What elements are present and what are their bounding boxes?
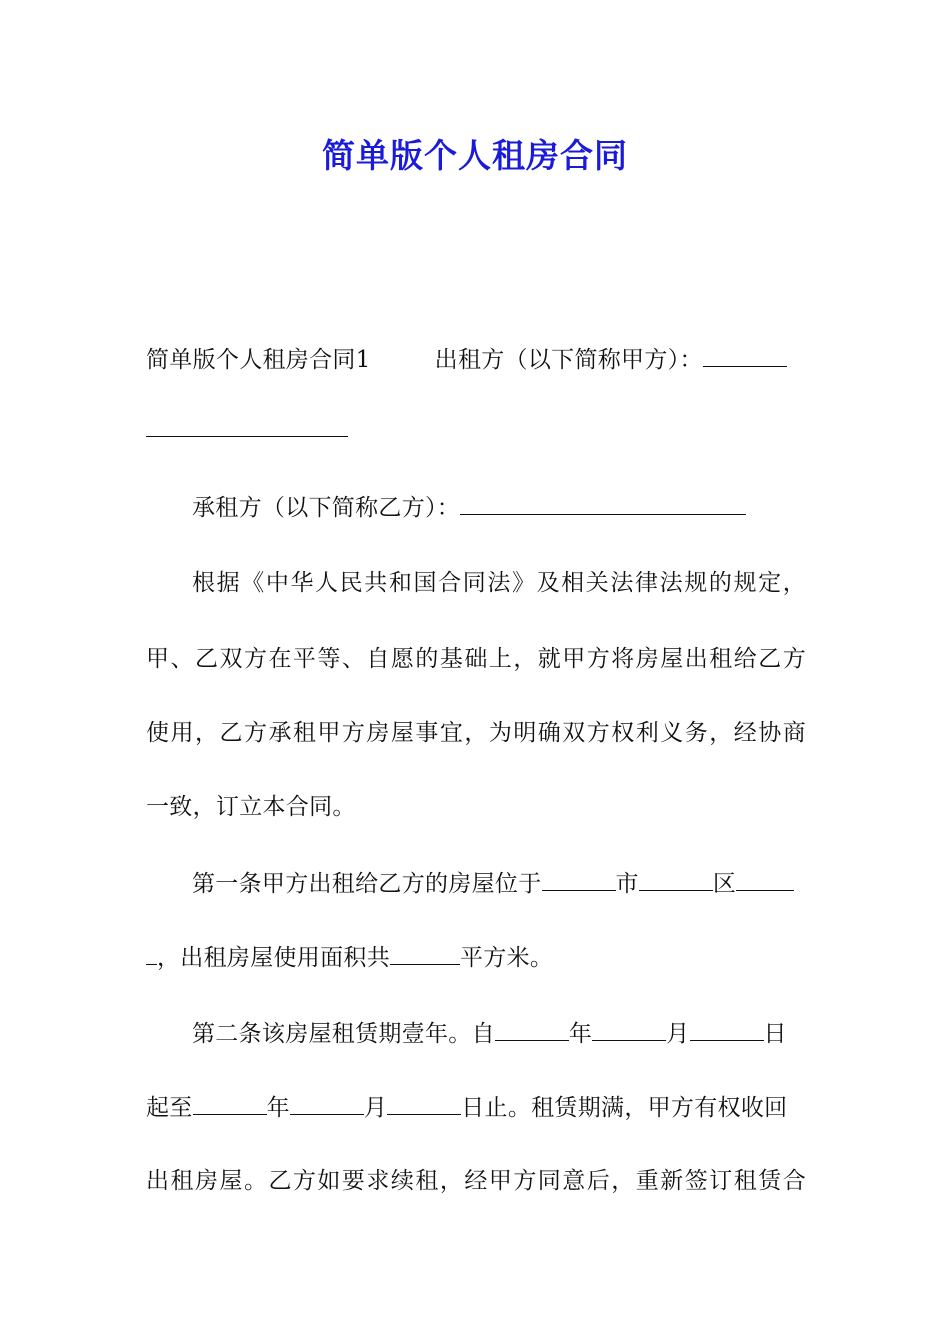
article2-line-1 xyxy=(192,1018,806,1049)
end-date-prefix: 起至 xyxy=(146,1095,193,1121)
start-month-blank xyxy=(592,1018,666,1041)
document-title: 简单版个人租房合同 xyxy=(322,136,628,175)
end-month-label: 月 xyxy=(363,1095,388,1121)
end-month-blank xyxy=(290,1092,364,1115)
start-year-label: 年 xyxy=(568,1021,593,1047)
lessor-blank-line xyxy=(146,414,806,445)
end-day-blank xyxy=(387,1092,461,1115)
area-text: ，出租房屋使用面积共 xyxy=(157,945,390,971)
article1-text: 第一条甲方出租给乙方的房屋位于 xyxy=(192,871,542,897)
area-unit: 平方米。 xyxy=(460,945,554,971)
start-month-label: 月 xyxy=(666,1021,690,1047)
article1-line-2 xyxy=(146,942,806,973)
district-label: 区 xyxy=(712,871,737,897)
district-blank xyxy=(639,868,713,891)
street-blank-cont xyxy=(146,942,157,965)
area-blank xyxy=(390,942,460,965)
article1-line-1 xyxy=(192,868,806,899)
lessor-label: 出租方（以下简称甲方）： xyxy=(434,347,703,373)
lessor-blank xyxy=(703,344,787,367)
end-year-blank xyxy=(193,1092,267,1115)
intro-heading: 简单版个人租房合同1 xyxy=(146,347,371,373)
preamble-line-2: 甲、乙双方在平等、自愿的基础上，就甲方将房屋出租给乙方 xyxy=(146,646,806,672)
article2-line-2 xyxy=(146,1092,806,1123)
end-year-label: 年 xyxy=(266,1095,290,1121)
lessee-blank xyxy=(460,492,746,515)
lessee-line xyxy=(192,492,806,523)
preamble-line-4: 一致，订立本合同。 xyxy=(146,794,356,820)
lessor-blank-cont xyxy=(146,414,348,437)
city-blank xyxy=(542,868,616,891)
city-label: 市 xyxy=(615,871,639,897)
start-day-blank xyxy=(690,1018,764,1041)
lessee-label: 承租方（以下简称乙方）： xyxy=(192,495,461,521)
lessor-line xyxy=(146,344,806,375)
article2-line-3: 出租房屋。乙方如要求续租，经甲方同意后，重新签订租赁合 xyxy=(146,1168,806,1194)
street-blank xyxy=(736,868,794,891)
start-year-blank xyxy=(495,1018,569,1041)
end-date-suffix: 日止。租赁期满，甲方有权收回 xyxy=(461,1095,788,1121)
preamble-line-1: 根据《中华人民共和国合同法》及相关法律法规的规定， xyxy=(192,570,806,596)
preamble-line-3: 使用，乙方承租甲方房屋事宜，为明确双方权利义务，经协商 xyxy=(146,720,806,746)
start-day-label: 日 xyxy=(763,1021,787,1047)
article2-text: 第二条该房屋租赁期壹年。自 xyxy=(192,1021,495,1047)
